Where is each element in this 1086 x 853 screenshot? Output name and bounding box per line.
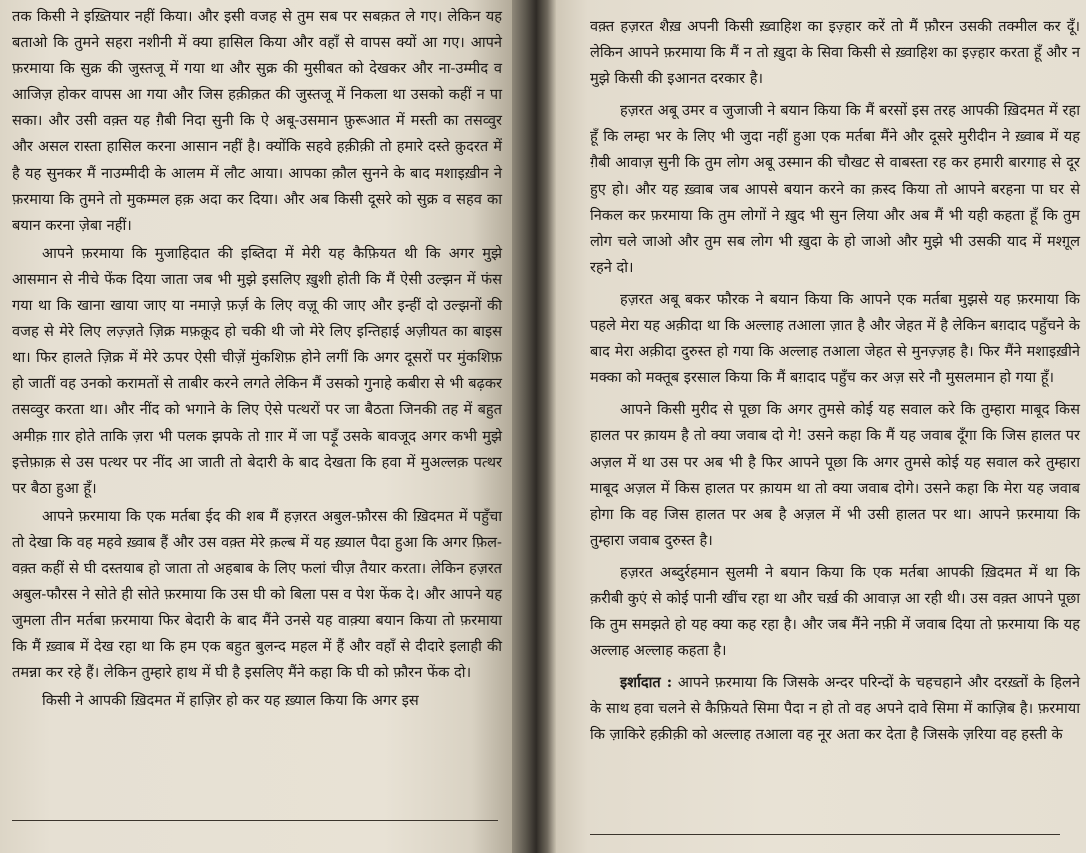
left-paragraph-4: किसी ने आपकी ख़िदमत में हाज़िर हो कर यह ख़्याल किया कि अगर इस [42, 692, 419, 710]
right-paragraph-5: हज़रत अब्दुर्रहमान सुलमी ने बयान किया कि एक मर्तबा आपकी ख़िदमत में था कि क़रीबी कुएं से कोई पानी खींच रहा था और चर्ख़ की आवाज़ आ रही थी। उस वक़्त आपने पूछा कि तुम समझते हो यह क्या कह रहा है। और जब मैंने नफ़ी में जवाब दिया तो फ़रमाया कि यह अल्लाह अल्लाह कहता है। [590, 563, 1080, 660]
right-page [556, 0, 1086, 853]
book-gutter [512, 0, 556, 853]
irshadat-text: आपने फ़रमाया कि जिसके अन्दर परिन्दों के चहचहाने और दरख़्तों के हिलने के साथ हवा चलने से कैफ़ियते सिमा पैदा न हो तो वह अपने दावे सिमा में काज़िब है। फ़रमाया कि ज़ाकिरे हक़ीक़ी को अल्लाह तआला वह नूर अता कर देता है जिसके ज़रिया वह हस्ती के [590, 674, 1080, 744]
left-paragraph-3: आपने फ़रमाया कि एक मर्तबा ईद की शब मैं हज़रत अबुल-फ़ौरस की ख़िदमत में पहुँचा तो देखा कि वह महवे ख़्वाब हैं और उस वक़्त मेरे क़ल्ब में यह ख़्याल पैदा हुआ कि अगर फ़िल-वक़्त कहीं से घी दस्तयाब हो जाता तो अहबाब के लिए फलां चीज़ तैयार करता। लेकिन हज़रत अबुल-फौरस ने सोते ही सोते फ़रमाया कि उस घी को बिला पस व पेश फेंक दे। और आपने यह जुमला तीन मर्तबा फ़रमाया फिर बेदारी के बाद मैंने उनसे यह वाक़्या बयान किया तो फ़रमाया कि मैं ख़्वाब में देख रहा था कि हम एक बहुत बुलन्द महल में हैं और वहाँ से दीदारे इलाही की तमन्ना कर रहे हैं। लेकिन तुम्हारे हाथ में घी है इसलिए मैंने कहा कि घी को फ़ौरन फेंक दो। [12, 507, 502, 682]
left-page [0, 0, 512, 853]
right-paragraph-4: आपने किसी मुरीद से पूछा कि अगर तुमसे कोई यह सवाल करे कि तुम्हारा माबूद किस हालत पर क़ायम है तो क्या जवाब दो गे! उसने कहा कि मैं यह जवाब दूँगा कि जिस हालत पर अज़ल में था उस पर अब भी है फिर आपने पूछा कि अगर तुमसे कोई यह सवाल करे तुम्हारा माबूद अज़ल में किस हालत पर क़ायम था तो क्या जवाब दोगे। उसने कहा कि मेरा यह जवाब होगा कि वह जिस हालत पर अब है अज़ल में भी उसी हालत पर था। आपने फ़रमाया कि तुम्हारा जवाब दुरुस्त है। [590, 401, 1080, 549]
right-paragraph-1: वक़्त हज़रत शैख़ अपनी किसी ख़्वाहिश का इज़्हार करें तो मैं फ़ौरन उसकी तक्मील कर दूँ। लेकिन आपने फ़रमाया कि मैं न तो ख़ुदा के सिवा किसी से ख़्वाहिश का इज़्हार करता हूँ और न मुझे किसी की इआनत दरकार है। [590, 18, 1080, 88]
right-paragraph-2: हज़रत अबू उमर व जुजाजी ने बयान किया कि मैं बरसों इस तरह आपकी ख़िदमत में रहा हूँ कि लम्हा भर के लिए भी जुदा नहीं हुआ एक मर्तबा मैंने और दूसरे मुरीदीन ने ख़्वाब में यह ग़ैबी आवाज़ सुनी कि तुम लोग अबू उस्मान की चौखट से वाबस्ता रह कर हमारी बारगाह से दूर हुए हो। और यह ख़्वाब जब आपसे बयान करने का क़स्द किया तो आपने बरहना पा घर से निकल कर फ़रमाया कि तुम लोगों ने ख़ुद भी सुन लिया और अब मैं भी यही कहता हूँ कि तुम लोग चले जाओ और तुम सब लोग भी ख़ुदा के हो जाओ और मुझे भी उसकी याद में मश्ग़ूल रहने दो। [590, 102, 1080, 276]
right-page-footer-rule [590, 834, 1060, 835]
left-paragraph-2: आपने फ़रमाया कि मुजाहिदात की इब्तिदा में मेरी यह कैफ़ियत थी कि अगर मुझे आसमान से नीचे फेंक दिया जाता जब भी मुझे इसलिए ख़ुशी होती कि मैं ऐसी उल्झन में फंस गया था कि खाना खाया जाए या नमाज़े फ़र्ज़ के लिए वज़ू की जाए और इन्हीं दो उल्झनों की वजह से मेरे लिए लज़्ज़ते ज़िक्र मफ़क़ूद हो चकी थी जो मेरे लिए इन्तिहाई अज़ीयत का बाइस था। फिर हालते ज़िक्र में मेरे ऊपर ऐसी चीज़ें मुंकशिफ़ होने लगीं कि अगर दूसरों पर मुंकशिफ़ हो जातीं वह उनको करामतों से ताबीर करने लगते लेकिन मैं उसको गुनाहे कबीरा से भी बढ़कर तसव्वुर करता था। और नींद को भगाने के लिए ऐसे पत्थरों पर जा बैठता जिनकी तह में बहुत अमीक़ ग़ार होते ताकि ज़रा भी पलक झपके तो ग़ार में जा पड़ूँ उसके बावजूद अगर कभी मुझे इत्तेफ़ाक़ से उस पत्थर पर नींद आ जाती तो बेदारी के बाद देखता कि हवा में मुअल्लक़ पत्थर पर बैठा हुआ हूँ। [12, 244, 502, 497]
right-paragraph-6 [590, 670, 1080, 748]
irshadat-heading: इर्शादात : [620, 674, 673, 692]
left-paragraph-1: तक किसी ने इख़्तियार नहीं किया। और इसी वजह से तुम सब पर सबक़त ले गए। लेकिन यह बताओ कि तुमने सहरा नशीनी में क्या हासिल किया और वहाँ से वापस क्यों आ गए। आपने फ़रमाया कि सुक्र की जुस्तजू में गया था और सुक्र की मुसीबत को देखकर और ना-उम्मीद व आजिज़ होकर वापस आ गया और जिस हक़ीक़त की जुस्तजू में निकला था उसको कहीं न पा सका। और उसी वक़्त यह ग़ैबी निदा सुनी कि ऐ अबू-उसमान फ़ुरूआत में मस्ती का तसव्वुर और असल रास्ता हासिल करना आसान नहीं है। क्योंकि सहवे हक़ीक़ी तो हमारे दस्ते क़ुदरत में है यह सुनकर मैं नाउम्मीदी के आलम में लौट आया। आपका क़ौल सुनने के बाद मशाइख़ीन ने फ़रमाया कि तुमने तो मुकम्मल हक़ अदा कर दिया। और अब किसी दूसरे को सुक्र व सहव का बयान करना ज़ेबा नहीं। [12, 8, 502, 234]
left-page-footer-rule [12, 820, 498, 821]
right-paragraph-3: हज़रत अबू बकर फौरक ने बयान किया कि आपने एक मर्तबा मुझसे यह फ़रमाया कि पहले मेरा यह अक़ीदा था कि अल्लाह तआला ज़ात है और जेहत में है लेकिन बग़दाद पहुँचने के बाद मेरा अक़ीदा दुरुस्त हो गया कि अल्लाह तआला जेहत से मुनज़्ज़ह है। फिर मैंने मशाइख़ीने मक्का को मक्तूब इरसाल किया कि मैं बग़दाद पहुँच कर अज़ सरे नौ मुसलमान हो गया हूँ। [590, 290, 1080, 387]
